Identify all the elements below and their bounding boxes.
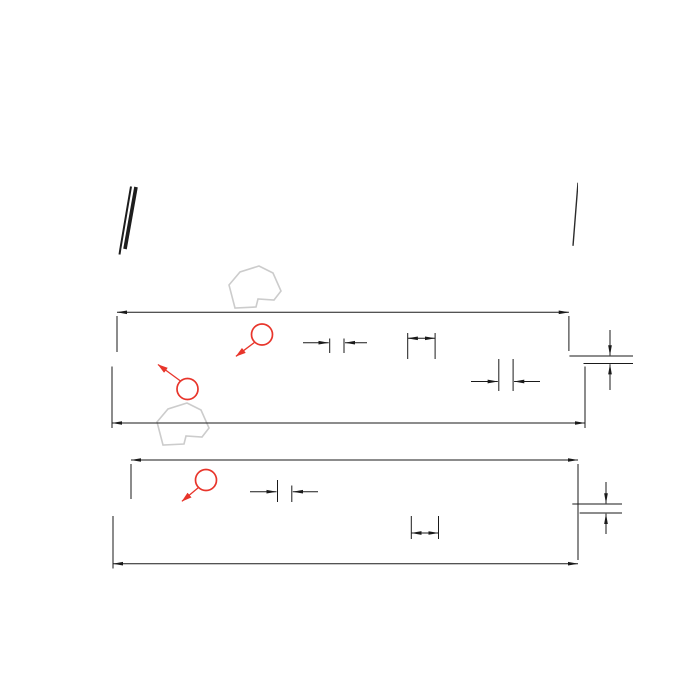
- label-r-leader: [182, 488, 199, 502]
- label-a-circle: [177, 379, 198, 400]
- profile-1-section: [112, 312, 633, 428]
- label-b-circle: [252, 324, 273, 345]
- profile-2-section: [113, 460, 622, 569]
- sheet-right-edge: [573, 183, 578, 246]
- watermark-upper: [229, 266, 281, 308]
- watermark-lower: [157, 403, 209, 445]
- sheet-cut-edge-hook: [120, 248, 121, 255]
- label-b-leader: [236, 342, 255, 356]
- sheet-3d-view: [120, 183, 579, 255]
- metal-profil-logo-icon: [157, 403, 209, 445]
- sheet-cut-edge: [125, 187, 136, 249]
- metal-profil-logo-icon: [229, 266, 281, 308]
- label-r-circle: [196, 470, 217, 491]
- label-a-leader: [158, 365, 181, 382]
